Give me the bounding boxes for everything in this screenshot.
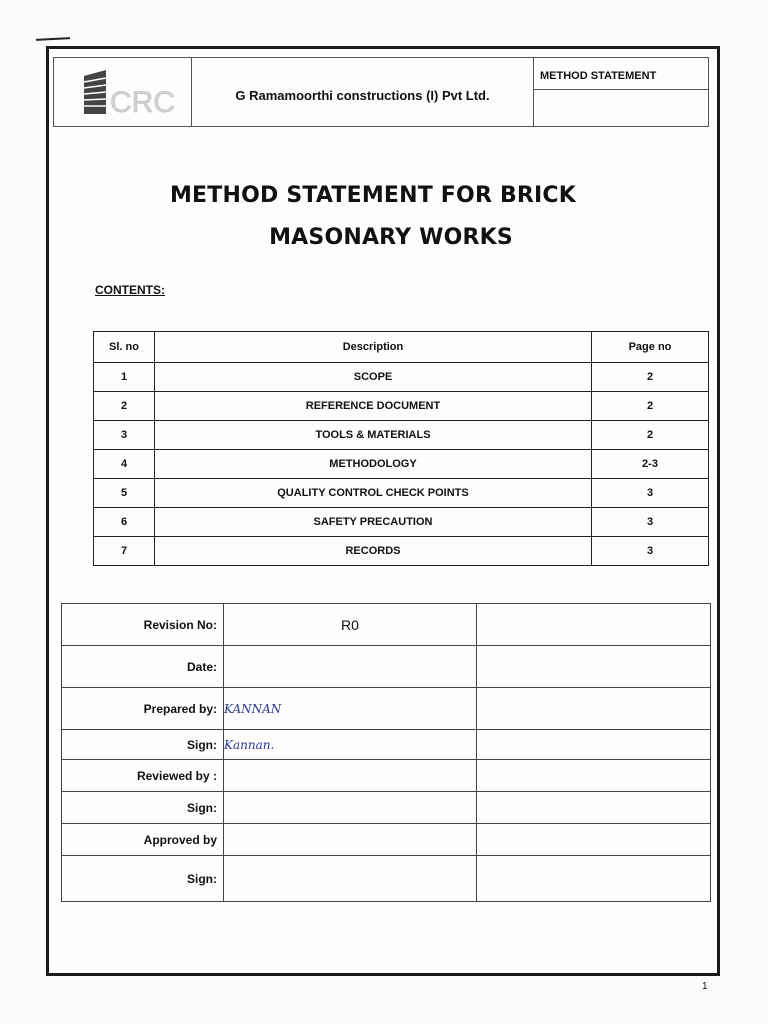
date-label: Date:: [62, 646, 224, 688]
cell-slno: 1: [94, 363, 155, 392]
prepared-sign-row: [62, 730, 711, 760]
reviewed-sign-row: [62, 792, 711, 824]
revision-no-label: Revision No:: [62, 604, 224, 646]
cell-pageno: 3: [592, 479, 709, 508]
cell-slno: 3: [94, 421, 155, 450]
table-row: [94, 479, 709, 508]
page-number: 1: [702, 981, 708, 992]
reviewed-by-label: Reviewed by :: [62, 760, 224, 792]
company-name: G Ramamoorthi constructions (I) Pvt Ltd.: [235, 87, 490, 103]
col-header-slno: Sl. no: [94, 332, 155, 363]
approved-sign-value: [224, 856, 477, 902]
cell-description: METHODOLOGY: [155, 450, 592, 479]
prepared-extra-cell: [477, 688, 711, 730]
revision-table: [61, 603, 711, 902]
reviewed-by-row: [62, 760, 711, 792]
table-row: [94, 508, 709, 537]
approved-by-value: [224, 824, 477, 856]
approved-sign-row: [62, 856, 711, 902]
prepared-by-label: Prepared by:: [62, 688, 224, 730]
cell-description: TOOLS & MATERIALS: [155, 421, 592, 450]
document-header: [53, 57, 709, 127]
doc-type-label: METHOD STATEMENT: [534, 58, 708, 90]
cell-description: RECORDS: [155, 537, 592, 566]
col-header-description: Description: [155, 332, 592, 363]
date-extra-cell: [477, 646, 711, 688]
sign-extra-cell: [477, 730, 711, 760]
cell-pageno: 3: [592, 537, 709, 566]
document-page: [46, 46, 720, 976]
reviewed-sign-value: [224, 792, 477, 824]
table-row: [94, 537, 709, 566]
cell-pageno: 2: [592, 392, 709, 421]
document-title-line2: MASONARY WORKS: [269, 225, 513, 250]
table-header-row: [94, 332, 709, 363]
revision-no-value: R0: [224, 604, 477, 646]
cell-pageno: 2: [592, 363, 709, 392]
prepared-by-row: [62, 688, 711, 730]
cell-pageno: 3: [592, 508, 709, 537]
cell-slno: 7: [94, 537, 155, 566]
cell-pageno: 2-3: [592, 450, 709, 479]
sign-label: Sign:: [62, 856, 224, 902]
table-row: [94, 392, 709, 421]
cell-description: QUALITY CONTROL CHECK POINTS: [155, 479, 592, 508]
reviewed-sign-extra-cell: [477, 792, 711, 824]
contents-table: [93, 331, 709, 566]
table-row: [94, 363, 709, 392]
cell-description: SCOPE: [155, 363, 592, 392]
cell-slno: 5: [94, 479, 155, 508]
building-logo-icon: [76, 66, 188, 118]
contents-heading: CONTENTS:: [95, 283, 165, 297]
date-row: [62, 646, 711, 688]
approved-by-label: Approved by: [62, 824, 224, 856]
reviewed-by-value: [224, 760, 477, 792]
revision-extra-cell: [477, 604, 711, 646]
sign-label: Sign:: [62, 792, 224, 824]
approved-extra-cell: [477, 824, 711, 856]
cell-description: REFERENCE DOCUMENT: [155, 392, 592, 421]
revision-row: [62, 604, 711, 646]
cell-slno: 4: [94, 450, 155, 479]
cell-description: SAFETY PRECAUTION: [155, 508, 592, 537]
table-row: [94, 450, 709, 479]
prepared-sign-signature: Kannan.: [224, 730, 477, 760]
pen-mark: [36, 37, 70, 41]
sign-label: Sign:: [62, 730, 224, 760]
reviewed-extra-cell: [477, 760, 711, 792]
logo-letters: CRC: [110, 86, 175, 118]
table-row: [94, 421, 709, 450]
cell-pageno: 2: [592, 421, 709, 450]
document-title-line1: METHOD STATEMENT FOR BRICK: [169, 183, 577, 208]
col-header-pageno: Page no: [592, 332, 709, 363]
cell-slno: 6: [94, 508, 155, 537]
cell-slno: 2: [94, 392, 155, 421]
company-name-cell: [192, 58, 534, 126]
company-logo: [54, 58, 192, 126]
approved-by-row: [62, 824, 711, 856]
doc-type-cell: [534, 58, 708, 126]
approved-sign-extra-cell: [477, 856, 711, 902]
date-value: [224, 646, 477, 688]
prepared-by-signature: KANNAN: [224, 688, 477, 730]
